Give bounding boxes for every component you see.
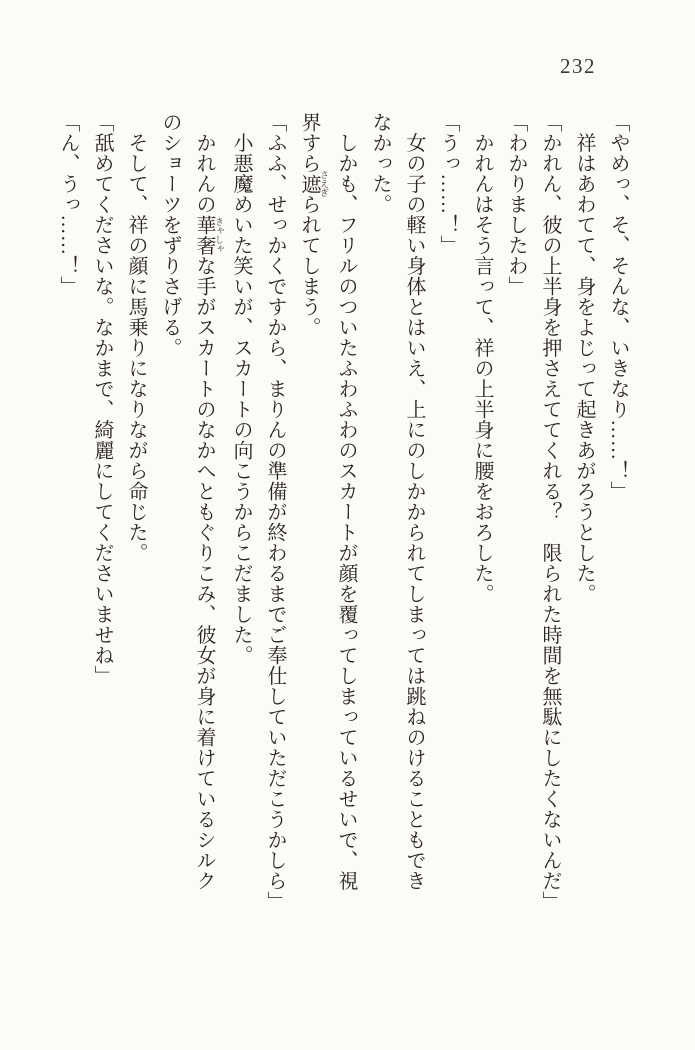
furigana-ruby: 華奢 きゃしゃ	[193, 214, 224, 256]
text-line: 「ふふ、せっかくですから、まりんの準備が終わるまでご奉仕していただこうかしら」	[264, 112, 286, 912]
text-line: 「ん、うっ……！」	[57, 112, 79, 297]
text-line: そして、祥の顔に馬乗りになりながら命じた。	[125, 112, 147, 563]
page-number: 232	[560, 54, 596, 78]
text-line: 「うっ……！」	[437, 112, 459, 256]
text-block	[51, 112, 635, 944]
text-line: 界すら遮 さえぎられてしまう。	[298, 112, 329, 338]
text-line: しかも、フリルのついたふわふわのスカートが顔を覆ってしまっているせいで、視	[335, 112, 357, 891]
text-line: かれんはそう言って、祥の上半身に腰をおろした。	[471, 112, 493, 604]
text-line: 「かれん、彼の上半身を押さえててくれる？ 限られた時間を無駄にしたくないんだ」	[539, 112, 561, 912]
text-line: 祥はあわてて、身をよじって起きあがろうとした。	[573, 112, 595, 604]
text-line: 小悪魔めいた笑いが、スカートの向こうからこだました。	[230, 112, 252, 666]
text-line: かれんの華奢 きゃしゃな手がスカートのなかへともぐりこみ、彼女が身に着けているシルク	[193, 112, 224, 891]
text-line: 「やめっ、そ、そんな、いきなり……！」	[607, 112, 629, 502]
text-line: 「わかりましたわ」	[505, 112, 527, 297]
furigana-ruby: 遮 さえぎ	[298, 170, 329, 198]
text-line: 「舐めてくださいな。なかまで、綺麗にしてくださいませね」	[91, 112, 113, 686]
text-line: なかった。	[369, 112, 391, 215]
text-line: 女の子の軽い身体とはいえ、上にのしかかられてしまっては跳ねのけることもでき	[403, 112, 425, 891]
text-line: のショーツをずりさげる。	[159, 112, 181, 358]
